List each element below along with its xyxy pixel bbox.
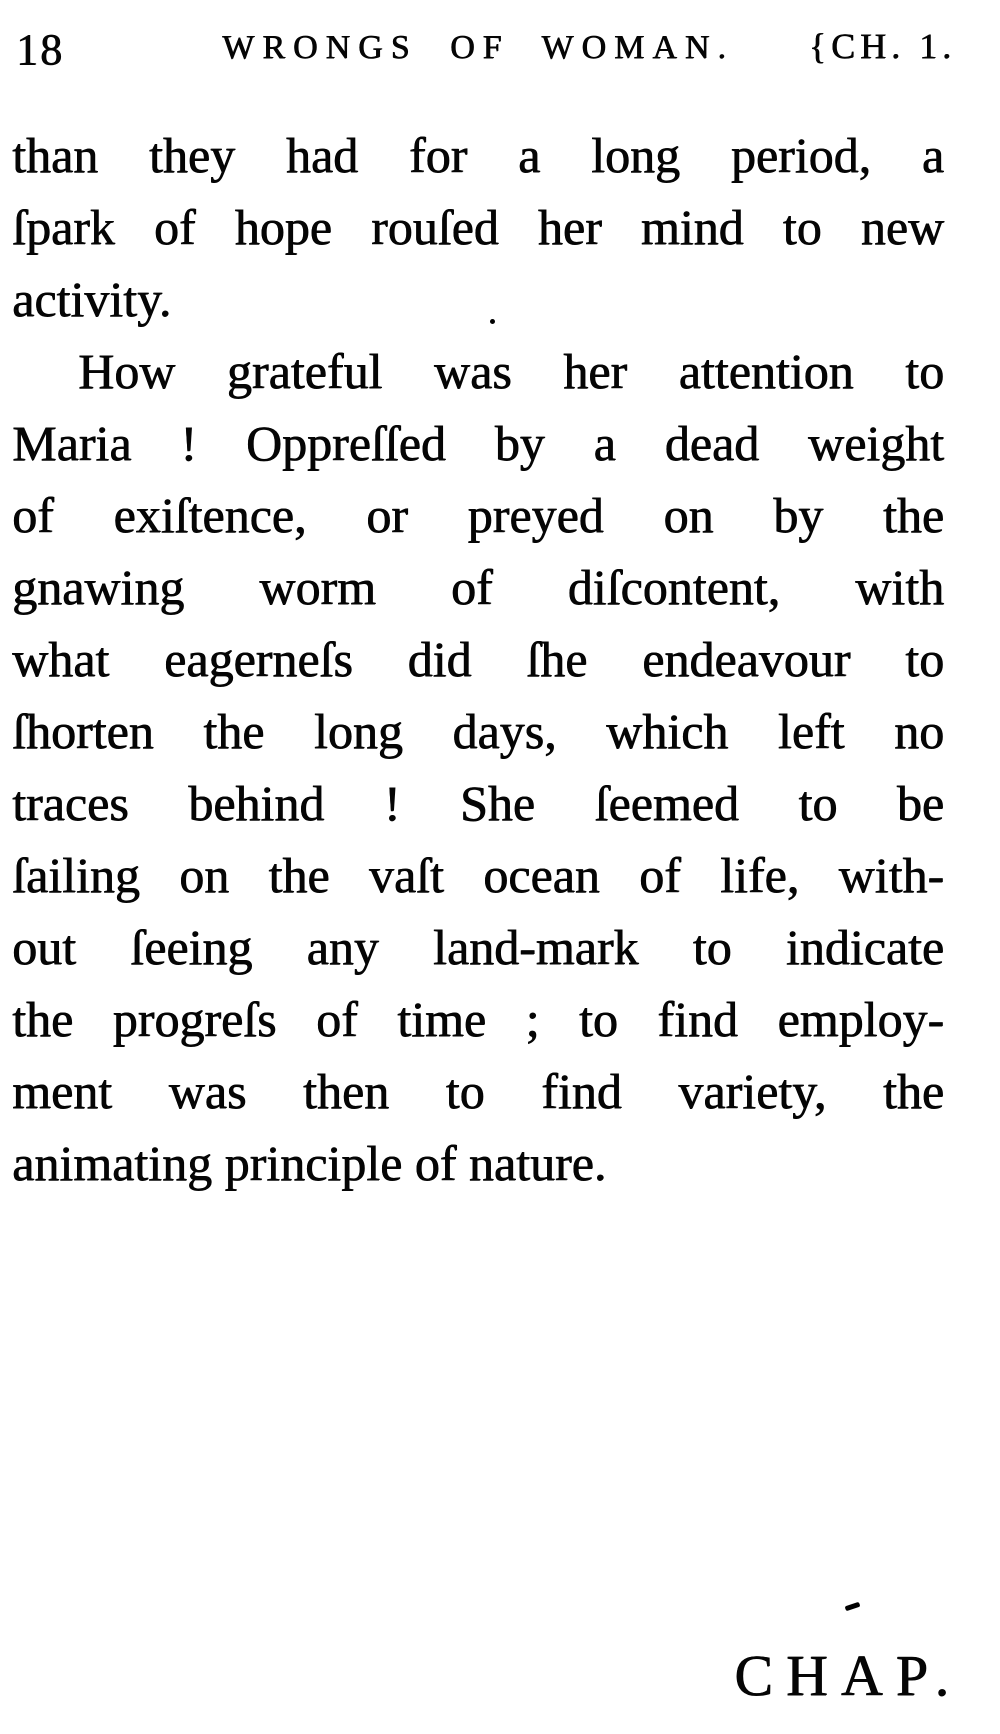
ink-speck: [490, 319, 495, 324]
text-line: of exiſtence, or preyed on by the: [12, 487, 944, 543]
running-head: [0, 0, 1000, 90]
text-line: How grateful was her attention to: [78, 343, 944, 399]
text-line: ſhorten the long days, which left no: [12, 703, 944, 759]
text-line: traces behind ! She ſeemed to be: [12, 775, 944, 831]
chapter-label: {CH. 1.: [808, 26, 956, 66]
running-title: WRONGS OF WOMAN.: [222, 29, 734, 66]
text-line: ſailing on the vaſt ocean of life, with-: [12, 847, 944, 903]
text-line: gnawing worm of diſcontent, with: [12, 559, 944, 615]
text-line: than they had for a long period, a: [12, 127, 944, 183]
text-line: Maria ! Oppreſſed by a dead weight: [12, 415, 944, 471]
text-line: animating principle of nature.: [12, 1135, 607, 1191]
body-text: [12, 119, 944, 1199]
catchword: CHAP.: [734, 1643, 962, 1708]
text-line: what eagerneſs did ſhe endeavour to: [12, 631, 944, 687]
ink-speck: [845, 1602, 861, 1611]
text-line: activity.: [12, 271, 172, 327]
text-line: ment was then to find variety, the: [12, 1063, 944, 1119]
text-line: out ſeeing any land-mark to indicate: [12, 919, 944, 975]
text-line: ſpark of hope rouſed her mind to new: [12, 199, 944, 255]
text-line: the progreſs of time ; to find employ-: [12, 991, 944, 1047]
page-number: 18: [16, 25, 64, 74]
